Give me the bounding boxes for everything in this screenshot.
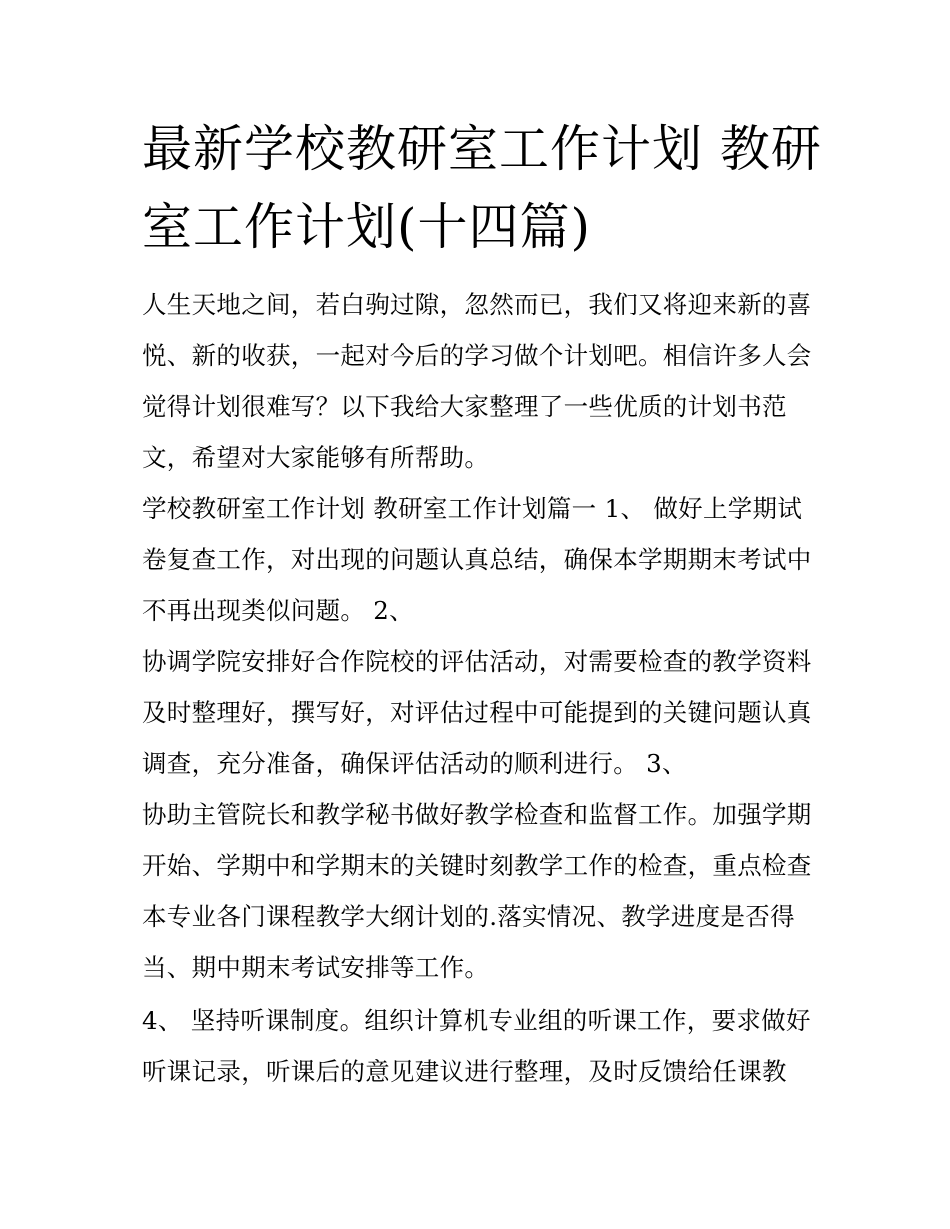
plan-item-3-paragraph: 协助主管院长和教学秘书做好教学检查和监督工作。加强学期开始、学期中和学期末的关键时刻教学工作的检查，重点检查本专业各门课程教学大纲计划的.落实情况、教学进度是否得当、期中期末考试安排等工作。 xyxy=(142,800,812,982)
intro-paragraph: 人生天地之间，若白驹过隙，忽然而已，我们又将迎来新的喜悦、新的收获，一起对今后的学习做个计划吧。相信许多人会觉得计划很难写？以下我给大家整理了一些优质的计划书范文，希望对大家能够有所帮助。 xyxy=(142,290,812,472)
plan-item-1-paragraph: 学校教研室工作计划 教研室工作计划篇一 1、 做好上学期试卷复查工作，对出现的问题认真总结，确保本学期期末考试中不再出现类似问题。 2、 xyxy=(142,494,812,625)
plan-item-2-paragraph: 协调学院安排好合作院校的评估活动，对需要检查的教学资料及时整理好，撰写好，对评估过程中可能提到的关键问题认真调查，充分准备，确保评估活动的顺利进行。 3、 xyxy=(142,647,812,778)
document-body xyxy=(142,279,814,1097)
plan-item-4-paragraph: 4、 坚持听课制度。组织计算机专业组的听课工作，要求做好听课记录，听课后的意见建议进行整理，及时反馈给任课教 xyxy=(142,1006,811,1086)
document-title: 最新学校教研室工作计划 教研室工作计划(十四篇) xyxy=(142,120,822,256)
